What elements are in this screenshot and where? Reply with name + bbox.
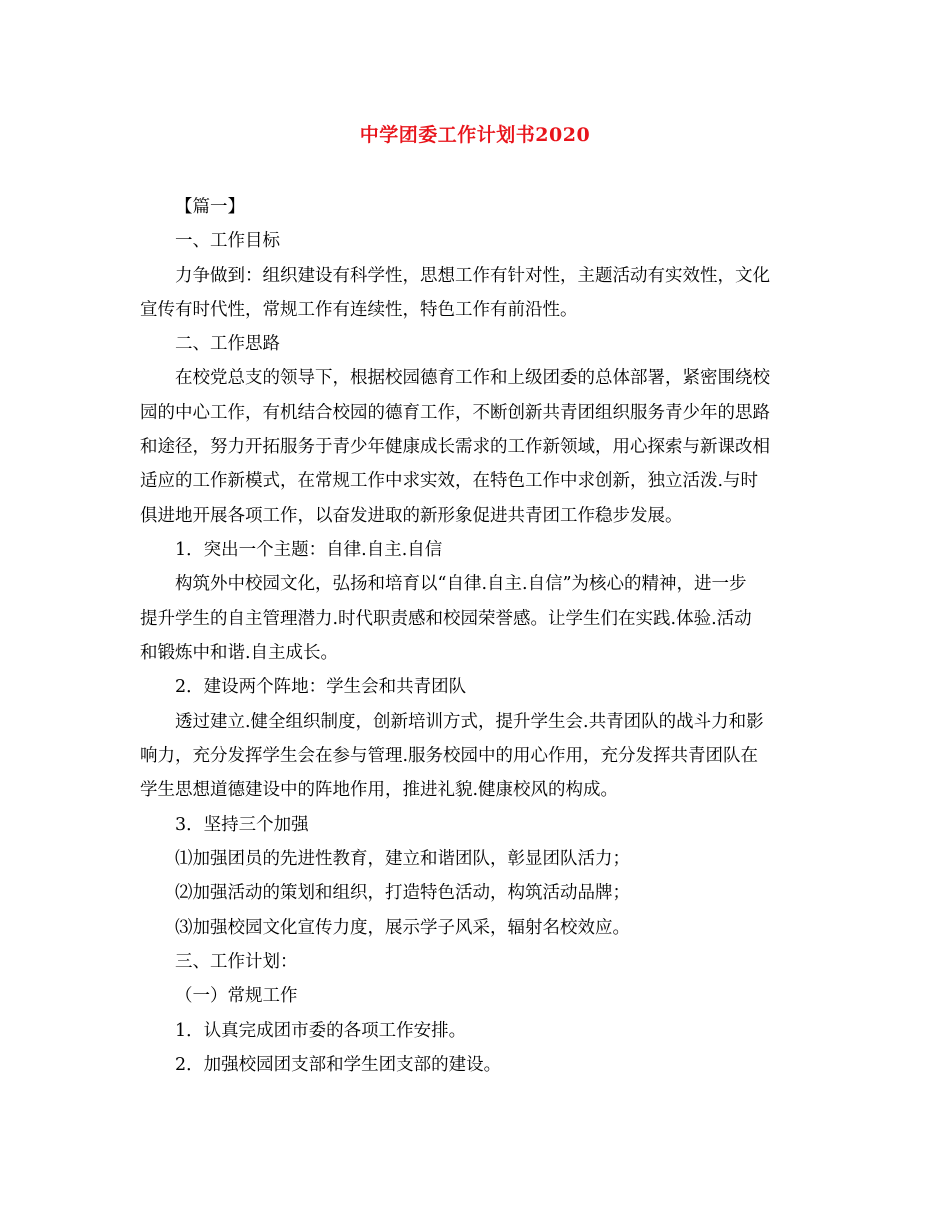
paragraph-line: 适应的工作新模式，在常规工作中求实效，在特色工作中求创新，独立活泼.与时: [140, 471, 759, 491]
list-item: ⑶加强校园文化宣传力度，展示学子风采，辐射名校效应。: [175, 918, 630, 938]
paragraph-line: 透过建立.健全组织制度，创新培训方式，提升学生会.共青团队的战斗力和影: [175, 712, 764, 732]
paragraph-line: 和途径，努力开拓服务于青少年健康成长需求的工作新领域，用心探索与新课改相: [140, 437, 770, 457]
subheading-1: 1．突出一个主题：自律.自主.自信: [175, 540, 443, 560]
subheading-3: 3．坚持三个加强: [175, 815, 309, 835]
paragraph-line: 俱进地开展各项工作，以奋发进取的新形象促进共青团工作稳步发展。: [140, 506, 683, 526]
list-item: ⑵加强活动的策划和组织，打造特色活动，构筑活动品牌；: [175, 883, 630, 903]
paragraph-line: 构筑外中校园文化，弘扬和培育以“自律.自主.自信”为核心的精神，进一步: [175, 574, 747, 594]
section-heading: 【篇一】: [175, 197, 245, 217]
heading-3: 三、工作计划：: [175, 952, 298, 972]
heading-1: 一、工作目标: [175, 231, 280, 251]
paragraph-line: 响力，充分发挥学生会在参与管理.服务校园中的用心作用，充分发挥共青团队在: [140, 746, 759, 766]
list-item: 1．认真完成团市委的各项工作安排。: [175, 1021, 467, 1041]
heading-2: 二、工作思路: [175, 334, 280, 354]
paragraph-line: 宣传有时代性，常规工作有连续性，特色工作有前沿性。: [140, 300, 578, 320]
paragraph-line: 园的中心工作，有机结合校园的德育工作，不断创新共青团组织服务青少年的思路: [140, 403, 770, 423]
paragraph-line: 学生思想道德建设中的阵地作用，推进礼貌.健康校风的构成。: [140, 780, 619, 800]
document-title: 中学团委工作计划书2020: [359, 124, 591, 146]
paragraph-line: 提升学生的自主管理潜力.时代职责感和校园荣誉感。让学生们在实践.体验.活动: [140, 609, 752, 629]
paragraph-line: 在校党总支的领导下，根据校园德育工作和上级团委的总体部署，紧密围绕校: [175, 368, 770, 388]
paragraph-line: 力争做到：组织建设有科学性，思想工作有针对性，主题活动有实效性，文化: [175, 266, 770, 286]
subheading-4: （一）常规工作: [175, 986, 298, 1006]
paragraph-line: 和锻炼中和谐.自主成长。: [140, 643, 339, 663]
list-item: ⑴加强团员的先进性教育，建立和谐团队，彰显团队活力；: [175, 849, 630, 869]
subheading-2: 2．建设两个阵地：学生会和共青团队: [175, 677, 467, 697]
list-item: 2．加强校园团支部和学生团支部的建设。: [175, 1055, 502, 1075]
